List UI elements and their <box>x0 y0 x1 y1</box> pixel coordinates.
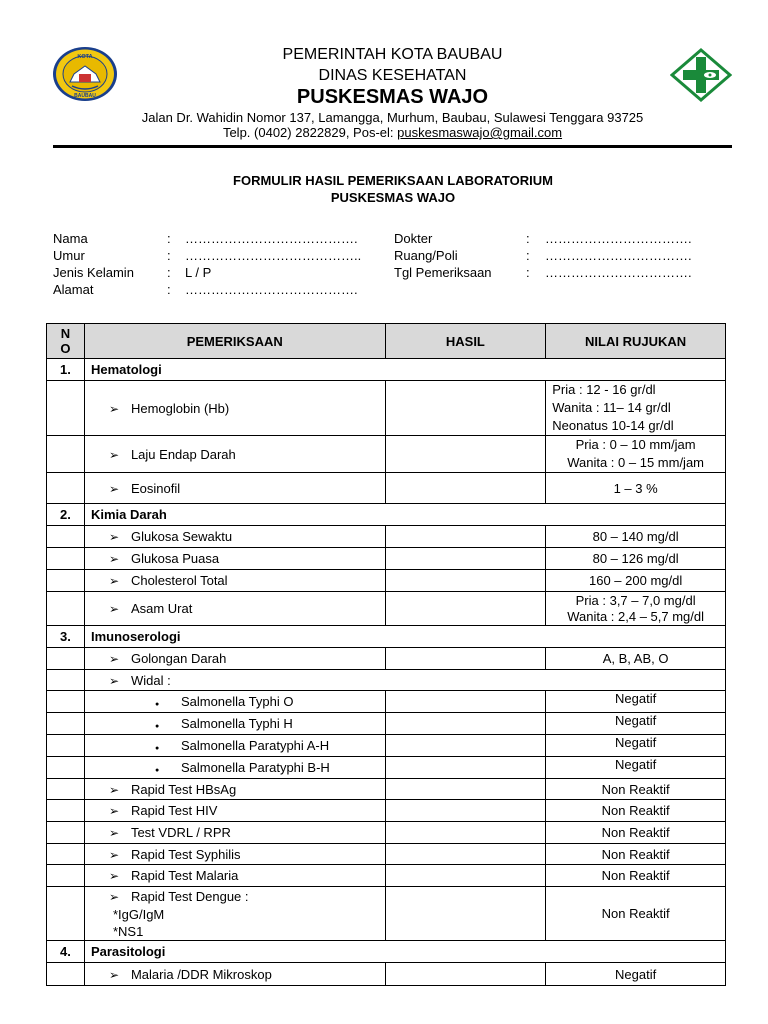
ref-cell: Negatif <box>546 713 726 735</box>
col-no-label-1: N <box>60 326 71 341</box>
ref-line: Pria : 12 - 16 gr/dl <box>552 382 656 397</box>
ref-cell: 80 – 126 mg/dl <box>546 548 726 570</box>
arrow-bullet-icon: ➢ <box>108 447 120 462</box>
ref-cell: Negatif <box>546 735 726 757</box>
ref-cell <box>546 436 726 473</box>
exam-salmonella-paratyphi-a-h <box>84 735 385 757</box>
hasil-cell[interactable] <box>385 887 546 941</box>
arrow-bullet-icon: ➢ <box>108 574 120 588</box>
bullet-dot-icon: ● <box>154 767 160 774</box>
bullet-dot-icon: ● <box>154 745 160 752</box>
section-name: Parasitologi <box>84 941 725 963</box>
ref-line: Wanita : 0 – 15 mm/jam <box>567 455 705 470</box>
alamat-label: Alamat <box>53 282 94 297</box>
hasil-cell[interactable] <box>385 526 546 548</box>
exam-sublabel: *IgG/IgM <box>112 907 165 922</box>
exam-malaria-ddr-mikroskop <box>84 963 385 986</box>
hasil-cell[interactable] <box>385 844 546 865</box>
exam-salmonella-typhi-h <box>84 713 385 735</box>
bullet-dot-icon: ● <box>154 723 160 730</box>
umur-label: Umur <box>53 248 85 263</box>
section-row <box>47 359 726 381</box>
hasil-cell[interactable] <box>385 648 546 670</box>
section-no: 2. <box>47 504 85 526</box>
table-row <box>47 822 726 844</box>
colon: : <box>167 248 171 263</box>
ref-line: Pria : 3,7 – 7,0 mg/dl <box>575 592 696 608</box>
clinic-address: Jalan Dr. Wahidin Nomor 137, Lamangga, Murhum, Baubau, Sulawesi Tenggara 93725 <box>141 110 644 125</box>
arrow-bullet-icon: ➢ <box>108 530 120 544</box>
exam-label: Widal : <box>130 672 171 688</box>
table-row <box>47 963 726 986</box>
hasil-cell[interactable] <box>385 691 546 713</box>
hasil-cell[interactable] <box>385 473 546 504</box>
ref-cell: 160 – 200 mg/dl <box>546 570 726 592</box>
hasil-cell[interactable] <box>385 735 546 757</box>
form-subtitle: PUSKESMAS WAJO <box>330 190 456 205</box>
exam-rapid-test-hiv <box>84 800 385 822</box>
clinic-contact <box>140 125 645 140</box>
arrow-bullet-icon: ➢ <box>108 673 120 688</box>
ref-cell: 1 – 3 % <box>546 473 726 504</box>
col-no-label-2: O <box>60 341 71 356</box>
form-title: FORMULIR HASIL PEMERIKSAAN LABORATORIUM <box>233 173 553 188</box>
arrow-bullet-icon: ➢ <box>108 401 120 416</box>
section-row <box>47 504 726 526</box>
table-header-row <box>47 324 726 359</box>
exam-label: Golongan Darah <box>130 651 227 666</box>
arrow-bullet-icon: ➢ <box>108 602 120 616</box>
exam-hemoglobin <box>84 381 385 436</box>
ref-cell: A, B, AB, O <box>546 648 726 670</box>
arrow-bullet-icon: ➢ <box>108 826 120 840</box>
ref-cell <box>546 592 726 626</box>
table-row <box>47 592 726 626</box>
arrow-bullet-icon: ➢ <box>108 804 120 818</box>
exam-label: Rapid Test Malaria <box>130 868 239 883</box>
ref-cell: Non Reaktif <box>546 779 726 800</box>
arrow-bullet-icon: ➢ <box>108 782 120 797</box>
colon: : <box>526 248 530 263</box>
puskesmas-logo-icon <box>670 48 732 102</box>
arrow-bullet-icon: ➢ <box>108 869 120 883</box>
arrow-bullet-icon: ➢ <box>108 481 120 496</box>
exam-rapid-test-dengue <box>84 887 385 941</box>
table-row <box>47 865 726 887</box>
hasil-cell[interactable] <box>385 548 546 570</box>
colon: : <box>167 282 171 297</box>
umur-value[interactable]: ………………………………….. <box>185 248 362 263</box>
arrow-bullet-icon: ➢ <box>108 967 120 982</box>
table-row <box>47 735 726 757</box>
exam-rapid-test-hbsag <box>84 779 385 800</box>
ref-cell: Negatif <box>546 691 726 713</box>
hasil-cell[interactable] <box>385 757 546 779</box>
table-row <box>47 473 726 504</box>
hasil-cell[interactable] <box>385 436 546 473</box>
hasil-cell[interactable] <box>385 963 546 986</box>
col-pemeriksaan: PEMERIKSAAN <box>84 324 385 359</box>
contact-phone: Telp. (0402) 2822829, Pos-el: <box>222 125 398 140</box>
ref-cell <box>546 381 726 436</box>
colon: : <box>167 231 171 246</box>
ruang-poli-value[interactable]: ……………………………. <box>545 248 692 263</box>
exam-label: Laju Endap Darah <box>130 446 236 462</box>
exam-test-vdrl-rpr <box>84 822 385 844</box>
gov-name: PEMERINTAH KOTA BAUBAU <box>282 46 503 63</box>
hasil-cell[interactable] <box>385 713 546 735</box>
jenis-kelamin-value[interactable]: L / P <box>185 265 212 280</box>
exam-label: Rapid Test HBsAg <box>130 781 237 797</box>
col-no <box>47 324 85 359</box>
section-name: Kimia Darah <box>84 504 725 526</box>
exam-rapid-test-malaria <box>84 865 385 887</box>
exam-label: Glukosa Puasa <box>130 551 220 566</box>
section-name: Imunoserologi <box>84 626 725 648</box>
hasil-cell[interactable] <box>385 381 546 436</box>
section-name: Hematologi <box>84 359 725 381</box>
section-no: 4. <box>47 941 85 963</box>
kota-baubau-logo-icon <box>52 46 118 102</box>
ref-cell: Non Reaktif <box>546 822 726 844</box>
arrow-bullet-icon: ➢ <box>108 552 120 566</box>
hasil-cell[interactable] <box>385 822 546 844</box>
exam-rapid-test-syphilis <box>84 844 385 865</box>
col-hasil: HASIL <box>385 324 546 359</box>
exam-label: Glukosa Sewaktu <box>130 529 233 544</box>
dokter-value[interactable]: ……………………………. <box>545 231 692 246</box>
ref-cell: Non Reaktif <box>546 887 726 941</box>
ref-cell: Non Reaktif <box>546 865 726 887</box>
ref-line: Neonatus 10-14 gr/dl <box>552 418 674 433</box>
colon: : <box>167 265 171 280</box>
exam-sublabel: *NS1 <box>112 924 144 939</box>
table-row <box>47 844 726 865</box>
letterhead <box>0 0 768 152</box>
exam-glukosa-sewaktu <box>84 526 385 548</box>
exam-label: Salmonella Paratyphi B-H <box>180 760 330 775</box>
table-row <box>47 570 726 592</box>
ref-line: Wanita : 2,4 – 5,7 mg/dl <box>567 608 705 624</box>
colon: : <box>526 231 530 246</box>
section-no: 3. <box>47 626 85 648</box>
nama-value[interactable]: …………………………………. <box>185 231 358 246</box>
table-row <box>47 757 726 779</box>
hasil-cell[interactable] <box>385 865 546 887</box>
tgl-pemeriksaan-value[interactable]: ……………………………. <box>545 265 692 280</box>
logo-bottom-text: BAUBAU <box>74 93 96 99</box>
exam-label: Salmonella Typhi H <box>180 716 293 731</box>
table-row <box>47 670 726 691</box>
ref-cell: Negatif <box>546 963 726 986</box>
hasil-cell[interactable] <box>385 570 546 592</box>
ref-cell: Non Reaktif <box>546 800 726 822</box>
arrow-bullet-icon: ➢ <box>108 652 120 666</box>
exam-label: Cholesterol Total <box>130 573 228 588</box>
exam-asam-urat <box>84 592 385 626</box>
exam-label: Salmonella Typhi O <box>180 694 294 709</box>
exam-eosinofil <box>84 473 385 504</box>
exam-label: Hemoglobin (Hb) <box>130 400 230 416</box>
hasil-cell[interactable] <box>385 592 546 626</box>
exam-salmonella-typhi-o <box>84 691 385 713</box>
section-row <box>47 626 726 648</box>
lab-results-table <box>46 323 726 986</box>
dokter-label: Dokter <box>394 231 433 246</box>
table-row <box>47 381 726 436</box>
ref-line: Pria : 0 – 10 mm/jam <box>575 437 696 452</box>
hasil-cell[interactable] <box>385 800 546 822</box>
clinic-name: PUSKESMAS WAJO <box>296 86 489 108</box>
exam-label: Eosinofil <box>130 480 181 496</box>
exam-widal <box>84 670 725 691</box>
col-nilai-rujukan: NILAI RUJUKAN <box>546 324 726 359</box>
exam-laju-endap-darah <box>84 436 385 473</box>
table-row <box>47 526 726 548</box>
arrow-bullet-icon: ➢ <box>108 847 120 862</box>
exam-label: Rapid Test Dengue : <box>130 889 249 904</box>
ref-cell: 80 – 140 mg/dl <box>546 526 726 548</box>
tgl-pemeriksaan-label: Tgl Pemeriksaan <box>394 265 492 280</box>
exam-golongan-darah <box>84 648 385 670</box>
arrow-bullet-icon: ➢ <box>108 890 120 904</box>
table-row <box>47 800 726 822</box>
alamat-value[interactable]: …………………………………. <box>185 282 358 297</box>
nama-label: Nama <box>53 231 88 246</box>
agency-name: DINAS KESEHATAN <box>318 67 467 84</box>
table-row <box>47 691 726 713</box>
jenis-kelamin-label: Jenis Kelamin <box>53 265 134 280</box>
logo-top-text: KOTA <box>77 54 93 60</box>
exam-label: Salmonella Paratyphi A-H <box>180 738 330 753</box>
exam-glukosa-puasa <box>84 548 385 570</box>
exam-label: Test VDRL / RPR <box>130 825 231 840</box>
section-row <box>47 941 726 963</box>
contact-email-link[interactable]: puskesmaswajo@gmail.com <box>397 125 563 140</box>
ref-cell: Non Reaktif <box>546 844 726 865</box>
exam-label: Rapid Test Syphilis <box>130 846 241 862</box>
ruang-poli-label: Ruang/Poli <box>394 248 458 263</box>
hasil-cell[interactable] <box>385 779 546 800</box>
exam-salmonella-paratyphi-b-h <box>84 757 385 779</box>
section-no: 1. <box>47 359 85 381</box>
table-row <box>47 779 726 800</box>
table-row <box>47 713 726 735</box>
exam-label: Rapid Test HIV <box>130 803 218 818</box>
exam-cholesterol-total <box>84 570 385 592</box>
exam-label: Asam Urat <box>130 601 193 616</box>
bullet-dot-icon: ● <box>154 701 160 708</box>
ref-cell: Negatif <box>546 757 726 779</box>
colon: : <box>526 265 530 280</box>
table-row <box>47 548 726 570</box>
exam-label: Malaria /DDR Mikroskop <box>130 966 272 982</box>
table-row <box>47 648 726 670</box>
table-row <box>47 436 726 473</box>
ref-line: Wanita : 11– 14 gr/dl <box>552 400 671 415</box>
table-row <box>47 887 726 941</box>
header-divider <box>53 145 732 148</box>
